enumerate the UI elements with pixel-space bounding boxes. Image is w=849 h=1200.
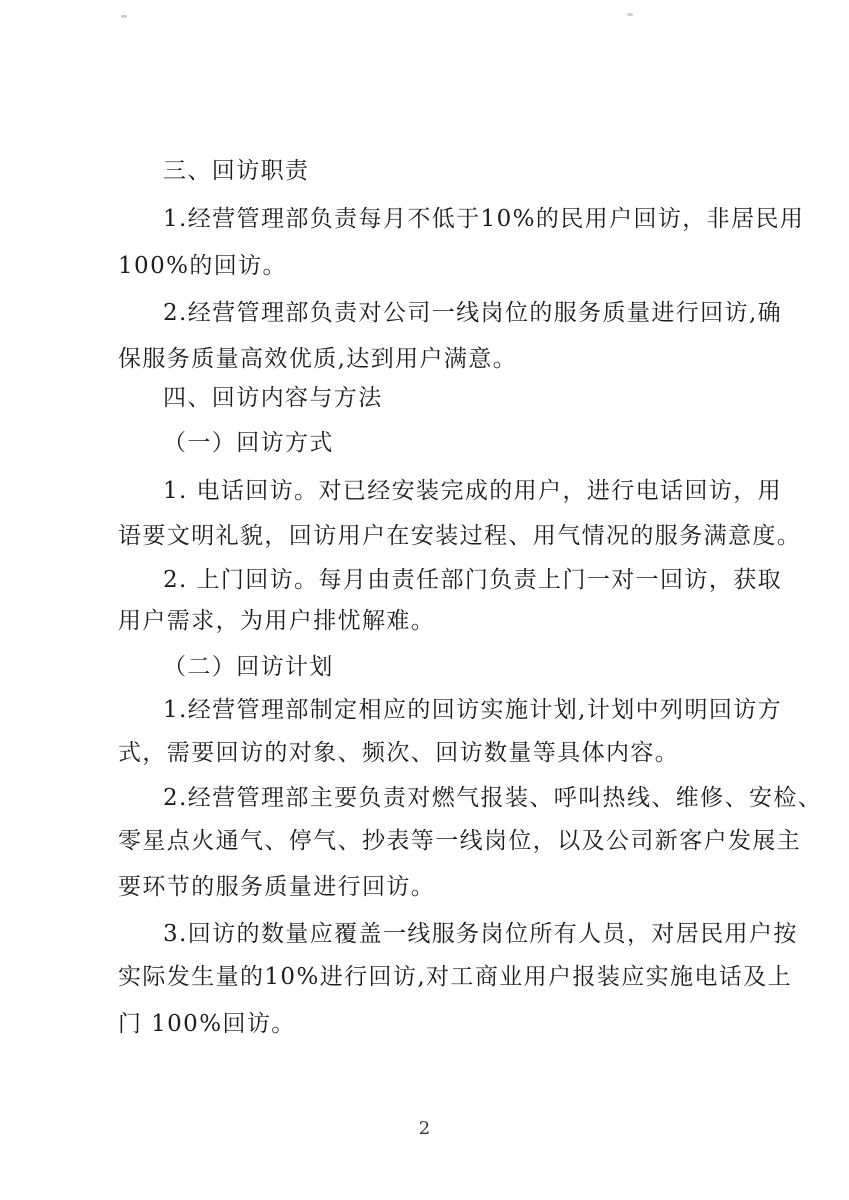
paragraph-line: 用户需求，为用户排忧解难。 bbox=[118, 608, 436, 634]
section-heading-content-methods: 四、回访内容与方法 bbox=[163, 385, 383, 411]
paragraph-line: 2.经营管理部负责对公司一线岗位的服务质量进行回访,确 bbox=[163, 300, 783, 326]
page-number: 2 bbox=[418, 1118, 431, 1139]
paragraph-line: 门 100%回访。 bbox=[118, 1011, 296, 1037]
paragraph-line: 1. 电话回访。对已经安装完成的用户，进行电话回访，用 bbox=[163, 478, 783, 504]
scan-mark bbox=[121, 15, 127, 18]
paragraph-line: 式，需要回访的对象、频次、回访数量等具体内容。 bbox=[118, 740, 680, 766]
paragraph-line: 1.经营管理部制定相应的回访实施计划,计划中列明回访方 bbox=[163, 697, 783, 723]
paragraph-line: 要环节的服务质量进行回访。 bbox=[118, 874, 436, 900]
paragraph-line: 1.经营管理部负责每月不低于10%的民用户回访，非居民用 bbox=[163, 206, 805, 232]
paragraph-line: 3.回访的数量应覆盖一线服务岗位所有人员，对居民用户按 bbox=[163, 921, 798, 947]
paragraph-line: 零星点火通气、停气、抄表等一线岗位，以及公司新客户发展主 bbox=[118, 828, 802, 854]
paragraph-line: 保服务质量高效优质,达到用户满意。 bbox=[118, 346, 518, 372]
paragraph-line: 实际发生量的10%进行回访,对工商业用户报装应实施电话及上 bbox=[118, 964, 793, 990]
paragraph-line: 2. 上门回访。每月由责任部门负责上门一对一回访，获取 bbox=[163, 567, 783, 593]
paragraph-line: 语要文明礼貌，回访用户在安装过程、用气情况的服务满意度。 bbox=[118, 523, 802, 549]
section-heading-responsibilities: 三、回访职责 bbox=[163, 158, 310, 184]
subsection-heading-visit-plan: （二）回访计划 bbox=[163, 654, 334, 680]
subsection-heading-visit-method: （一）回访方式 bbox=[163, 430, 334, 456]
paragraph-line: 2.经营管理部主要负责对燃气报装、呼叫热线、维修、安检、 bbox=[163, 785, 823, 811]
scan-mark bbox=[627, 13, 633, 16]
paragraph-line: 100%的回访。 bbox=[118, 253, 287, 279]
